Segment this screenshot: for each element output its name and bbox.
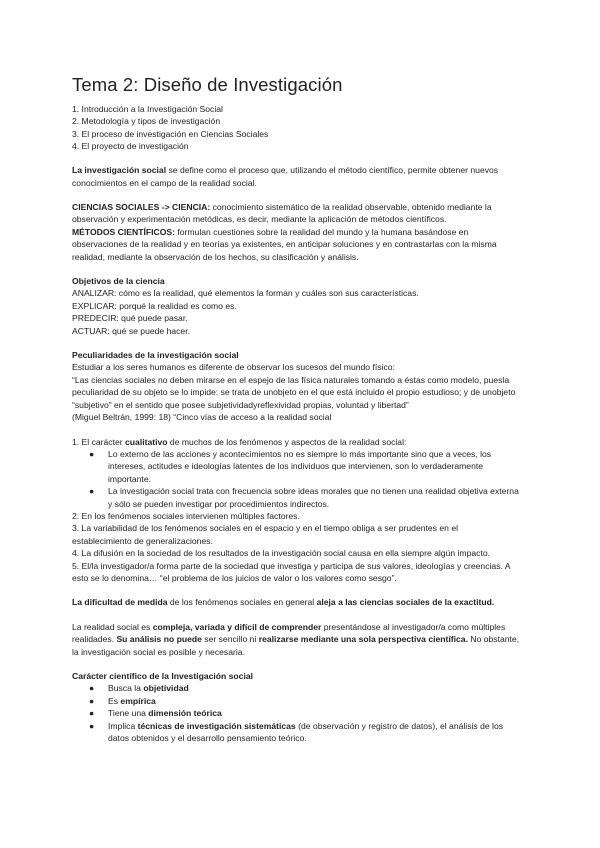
- list-item-term: objetividad: [143, 683, 189, 694]
- numbered-item-1-term: cualitativo: [125, 436, 168, 447]
- cualitativo-bullet-list: [72, 448, 520, 510]
- numbered-item-1-pre: 1. El carácter: [72, 436, 126, 447]
- intro-term: La investigación social: [72, 165, 167, 176]
- realidad-paragraph: [72, 621, 520, 658]
- metodos-text: formulan cuestiones sobre la realidad del mundo y la humana basándose en observaciones de la realidad y en teorías ya existentes, en anticipar soluciones y en contrastarlas con la misma realidad, mediante la observación de los hechos, su clasificación y análisis.: [72, 226, 497, 262]
- dificultad-text: de los fenómenos sociales en general: [167, 597, 317, 608]
- metodos-paragraph: [72, 226, 520, 263]
- list-item-text: La investigación social trata con frecuencia sobre ideas morales que no tienen una realidad objetiva externa y sólo se pueden investigar por procedimientos indirectos.: [108, 486, 519, 509]
- numbered-item-5: 5. El/la investigador/a forma parte de la sociedad que investiga y participa de sus valores, ideologías y creencias. A esto se lo denomina… “el problema de los juicios de valor o los valores como sesgo”.: [72, 560, 511, 583]
- numbered-item-1-post: de muchos de los fenómenos y aspectos de la realidad social:: [167, 436, 407, 447]
- realidad-text-2: presentándose al investigador/a como múltiples realidades.: [72, 621, 506, 645]
- ciencias-text: conocimiento sistemático de la realidad observable, obtenido mediante la observación y experimentación metódicas, es decir, mediante la aplicación de métodos científicos.: [72, 202, 492, 225]
- peculiaridades-heading: Peculiaridades de la investigación social: [72, 350, 239, 361]
- list-item-term: empírica: [120, 695, 156, 706]
- peculiaridades-quote: “Las ciencias sociales no deben mirarse en el espejo de las física naturales tomando a éstas como modelo, puesla peculiaridad de su objeto se lo impide: se trata de unobjeto en el que está incluido el propio estudioso; y de unobjeto “subjetivo” en el sentido que posee subjetividadyreflexividad propias, voluntad y libertad”: [72, 374, 516, 410]
- numbered-item-1: [72, 436, 520, 448]
- list-item-text: Es: [108, 695, 121, 706]
- bullet-icon: ●: [89, 448, 95, 459]
- peculiaridades-cite: (Miguel Beltrán, 1999: 18) “Cinco vías de acceso a la realidad social: [72, 412, 332, 423]
- intro-paragraph: [72, 164, 520, 189]
- list-item: [72, 448, 520, 485]
- list-item: [72, 485, 520, 510]
- document-page: [72, 74, 520, 744]
- realidad-bold-3: realizarse mediante una sola perspectiva científica.: [258, 634, 468, 645]
- realidad-bold-2: Su análisis no puede: [116, 634, 202, 645]
- list-item: [72, 707, 520, 719]
- toc-item: 1. Introducción a la Investigación Social: [72, 104, 223, 114]
- table-of-contents: [72, 103, 520, 152]
- caracter-heading: Carácter científico de la Investigación social: [72, 671, 254, 681]
- page-title: Tema 2: Diseño de Investigación: [72, 74, 343, 95]
- toc-item: 2. Metodología y tipos de investigación: [72, 116, 221, 127]
- list-item: [72, 695, 520, 707]
- numbered-item-2: 2. En los fenómenos sociales intervienen múltiples factores.: [72, 510, 300, 521]
- toc-item: 4. El proyecto de investigación: [72, 140, 189, 151]
- list-item-text: (de observación y registro de datos), el análisis de los datos obtenidos y el desarrollo pensamiento teórico.: [108, 720, 504, 744]
- ciencias-term: CIENCIAS SOCIALES -> CIENCIA:: [72, 202, 211, 212]
- metodos-term: MÉTODOS CIENTÍFICOS:: [72, 226, 175, 237]
- numbered-item-3: 3. La variabilidad de los fenómenos sociales en el espacio y en el tiempo obliga a ser prudentes en el establecimiento de generalizaciones.: [72, 523, 459, 546]
- intro-text: se define como el proceso que, utilizando el método científico, permite obtener nuevos conocimientos en el campo de la realidad social.: [72, 165, 499, 188]
- objetivo-item: ANALIZAR: cómo es la realidad, qué elementos la forman y cuáles son sus características.: [72, 288, 419, 299]
- objetivo-item: PREDECIR: qué puede pasar.: [72, 313, 188, 324]
- list-item-text: Busca la: [108, 683, 144, 694]
- realidad-text-3: ser sencillo ni: [201, 634, 259, 645]
- caracter-bullet-list: [72, 682, 520, 744]
- dificultad-term: La dificultad de medida: [72, 597, 168, 608]
- list-item-text: Tiene una: [108, 708, 149, 719]
- realidad-text-4: No obstante, la investigación social es posible y necesaria.: [72, 634, 520, 657]
- bullet-icon: ●: [89, 695, 95, 706]
- bullet-icon: ●: [89, 683, 95, 694]
- objetivo-item: EXPLICAR: porqué la realidad es como es.: [72, 300, 237, 311]
- bullet-icon: ●: [89, 486, 95, 497]
- toc-item: 3. El proceso de investigación en Ciencias Sociales: [72, 128, 269, 139]
- dificultad-paragraph: [72, 596, 520, 608]
- list-item: [72, 720, 520, 745]
- objetivos-heading: Objetivos de la ciencia: [72, 276, 165, 287]
- list-item: [72, 682, 520, 694]
- bullet-icon: ●: [89, 720, 95, 731]
- realidad-bold-1: compleja, variada y difícil de comprender: [152, 621, 322, 632]
- peculiaridades-lead: Estudiar a los seres humanos es diferente de observar los sucesos del mundo físico:: [72, 362, 395, 373]
- objetivo-item: ACTUAR: qué se puede hacer.: [72, 325, 190, 336]
- dificultad-conclusion: aleja a las ciencias sociales de la exactitud.: [316, 597, 495, 608]
- numbered-item-4: 4. La difusión en la sociedad de los resultados de la investigación social causa en ella siempre algún impacto.: [72, 548, 491, 559]
- bullet-icon: ●: [89, 708, 95, 719]
- list-item-text: Implica: [108, 720, 138, 731]
- realidad-text-1: La realidad social es: [72, 621, 153, 632]
- list-item-text: Lo externo de las acciones y acontecimientos no es siempre lo más importante sino que a veces, los intereses, actitudes e ideologías latentes de los individuos que intervienen, son lo verdaderamente importante.: [108, 448, 492, 484]
- list-item-term: dimensión teórica: [148, 708, 222, 719]
- list-item-term: técnicas de investigación sistemáticas: [137, 720, 296, 731]
- ciencias-paragraph: [72, 201, 520, 226]
